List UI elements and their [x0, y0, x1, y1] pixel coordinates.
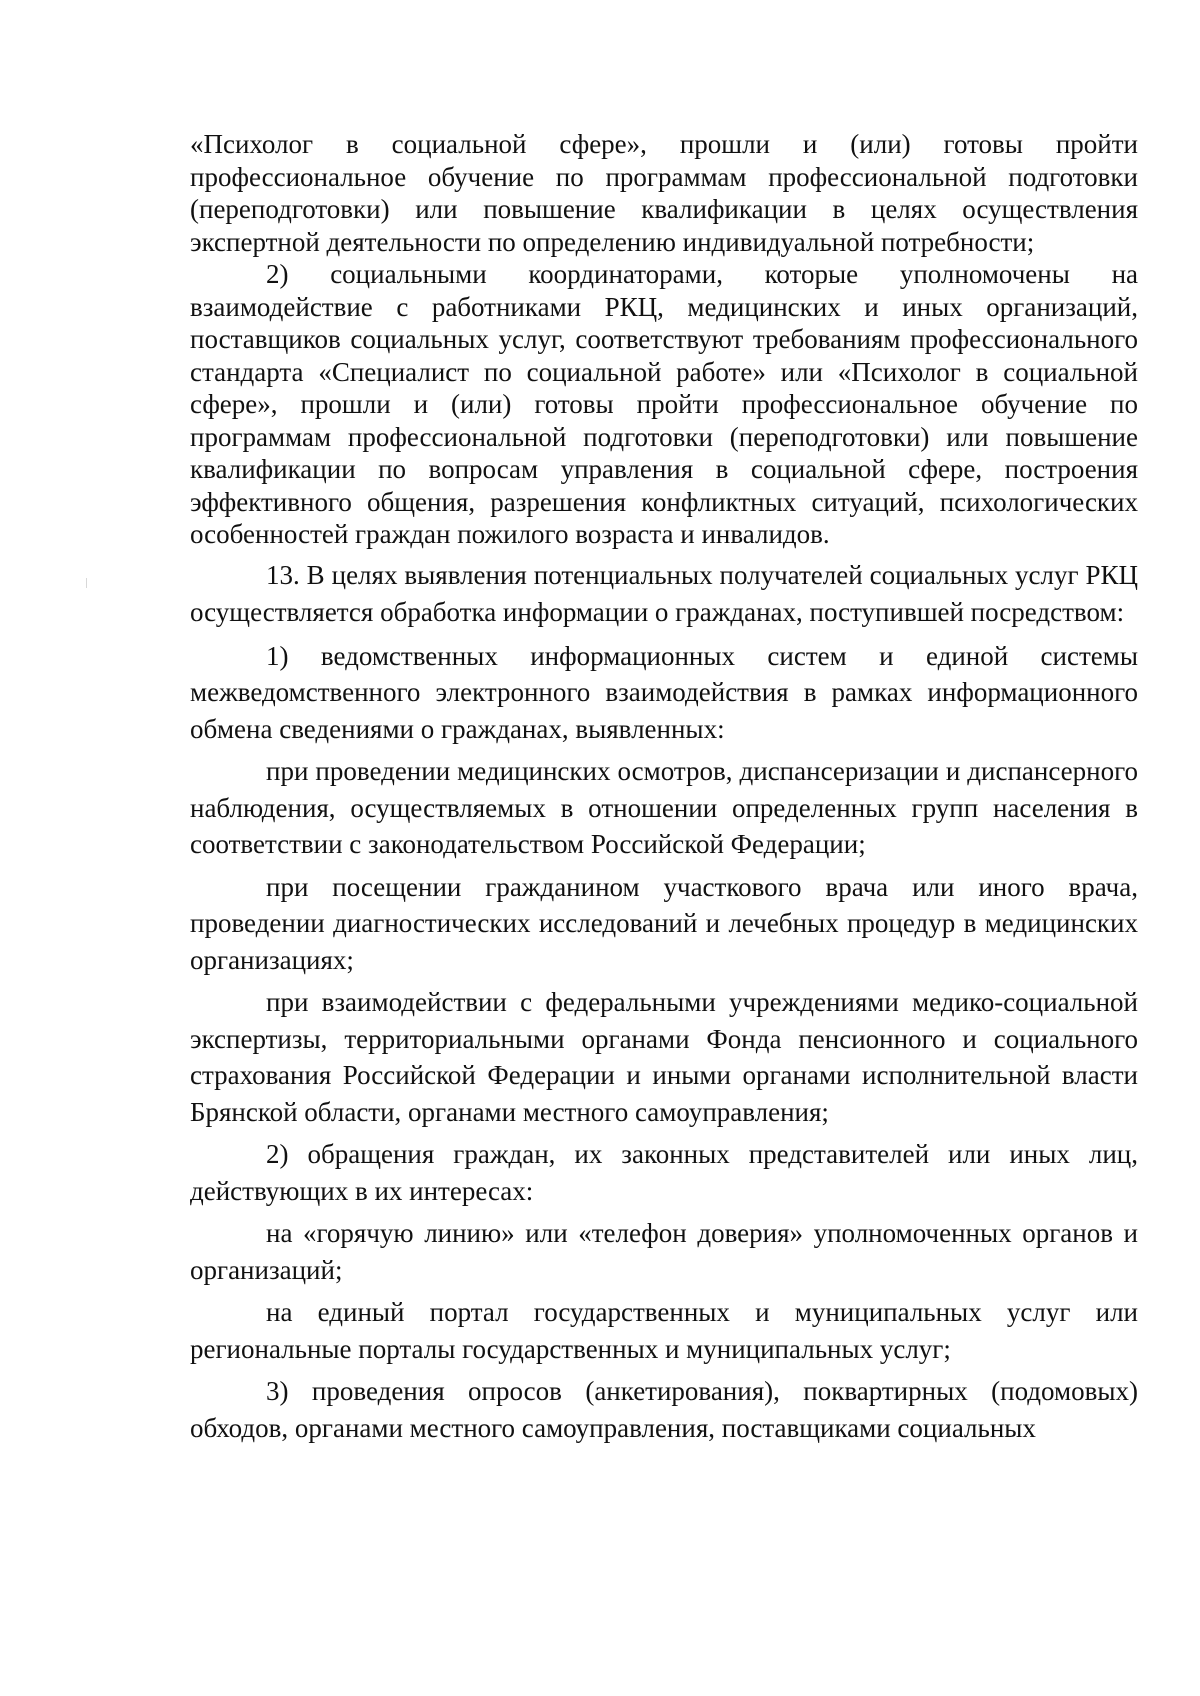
- paragraph-section-13: 13. В целях выявления потенциальных получателей социальных услуг РКЦ осуществляется обработка информации о гражданах, поступившей посредством:: [190, 559, 1138, 627]
- paragraph-citizen-appeals: 2) обращения граждан, их законных представителей или иных лиц, действующих в их интересах:: [190, 1139, 1138, 1206]
- paragraph-information-systems: 1) ведомственных информационных систем и единой системы межведомственного электронного взаимодействия в рамках информационного обмена сведениями о гражданах, выявленных:: [190, 640, 1138, 744]
- paragraph-doctor-visits: при посещении гражданином участкового врача или иного врача, проведении диагностических исследований и лечебных процедур в медицинских организациях;: [190, 871, 1138, 975]
- paragraph-federal-institutions: при взаимодействии с федеральными учреждениями медико-социальной экспертизы, территориальными органами Фонда пенсионного и социального страхования Российской Федерации и иными органами исполнительной власти Брянской области, органами местного самоуправления;: [190, 987, 1138, 1127]
- paragraph-social-coordinators: 2) социальными координаторами, которые уполномочены на взаимодействие с работниками РКЦ, медицинских и иных организаций, поставщиков социальных услуг, соответствуют требованиям профессионального стандарта «Специалист по социальной работе» или «Психолог в социальной сфере», прошли и (или) готовы пройти профессиональное обучение по программам профессиональной подготовки (переподготовки) или повышение квалификации по вопросам управления в социальной сфере, построения эффективного общения, разрешения конфликтных ситуаций, психологических особенностей граждан пожилого возраста и инвалидов.: [190, 259, 1138, 549]
- scan-artifact: [86, 578, 87, 588]
- document-body: [190, 128, 1138, 1446]
- paragraph-psychologist-continuation: «Психолог в социальной сфере», прошли и (или) готовы пройти профессиональное обучение по программам профессиональной подготовки (переподготовки) или повышение квалификации в целях осуществления экспертной деятельности по определению индивидуальной потребности;: [190, 129, 1138, 257]
- paragraph-medical-examinations: при проведении медицинских осмотров, диспансеризации и диспансерного наблюдения, осуществляемых в отношении определенных групп населения в соответствии с законодательством Российской Федерации;: [190, 756, 1138, 859]
- paragraph-surveys: 3) проведения опросов (анкетирования), поквартирных (подомовых) обходов, органами местного самоуправления, поставщиками социальных: [190, 1376, 1138, 1443]
- paragraph-unified-portal: на единый портал государственных и муниципальных услуг или региональные порталы государственных и муниципальных услуг;: [190, 1297, 1138, 1364]
- paragraph-hotline: на «горячую линию» или «телефон доверия» уполномоченных органов и организаций;: [190, 1218, 1138, 1285]
